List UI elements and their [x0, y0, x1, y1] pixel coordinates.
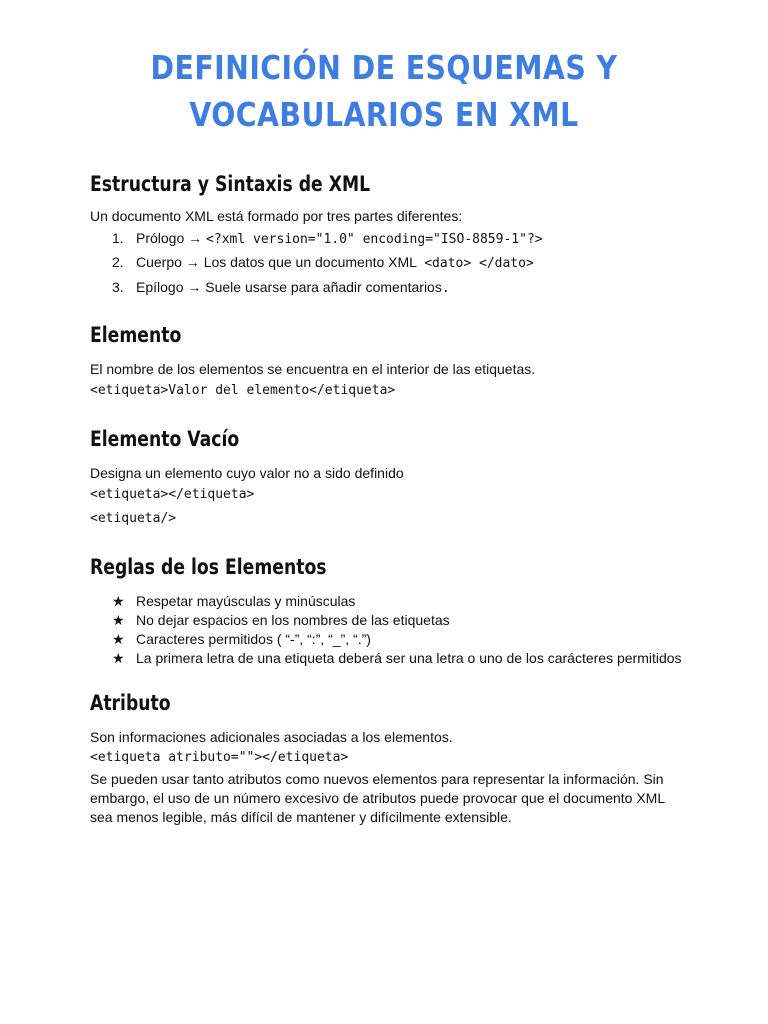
- star-icon: ★: [112, 651, 125, 667]
- list-item: [112, 649, 682, 668]
- list-item: [112, 278, 450, 298]
- star-icon: ★: [112, 613, 125, 629]
- star-icon: ★: [112, 594, 125, 610]
- atributo-text: Son informaciones adicionales asociadas a los elementos.: [90, 729, 453, 745]
- list-code: <?xml version="1.0" encoding="ISO-8859-1"?>: [206, 232, 543, 247]
- rule-text: No dejar espacios en los nombres de las etiquetas: [136, 612, 450, 628]
- rule-text: La primera letra de una etiqueta deberá ser una letra o uno de los carácteres permitidos: [136, 650, 682, 666]
- title-line-1: DEFINICIÓN DE ESQUEMAS Y: [150, 48, 618, 87]
- elemento-vacio-code-1: <etiqueta></etiqueta>: [90, 487, 255, 502]
- list-text: Epílogo → Suele usarse para añadir comentarios: [136, 279, 442, 295]
- list-code: .: [441, 281, 450, 296]
- atributo-paragraph: Se pueden usar tanto atributos como nuevos elementos para representar la información. Sin embargo, el uso de un número excesivo de atributos puede provocar que el documento XML sea menos legible, más difícil de mantener y difícilmente extensible.: [90, 771, 665, 825]
- elemento-text: El nombre de los elementos se encuentra en el interior de las etiquetas.: [90, 361, 536, 377]
- heading-elemento: Elemento: [90, 323, 182, 347]
- document-title: [54, 44, 714, 138]
- list-code: <dato> </dato>: [424, 256, 534, 271]
- list-item: [112, 611, 450, 630]
- heading-elemento-vacio: Elemento Vacío: [90, 427, 240, 451]
- elemento-vacio-text: Designa un elemento cuyo valor no a sido definido: [90, 465, 404, 481]
- elemento-vacio-code-2: <etiqueta/>: [90, 511, 177, 526]
- heading-atributo: Atributo: [90, 691, 171, 715]
- list-number: 1.: [112, 230, 124, 246]
- heading-reglas: Reglas de los Elementos: [90, 555, 327, 579]
- list-text: Prólogo →: [136, 230, 207, 246]
- star-icon: ★: [112, 632, 125, 648]
- elemento-code: <etiqueta>Valor del elemento</etiqueta>: [90, 383, 396, 398]
- list-item: [112, 229, 543, 249]
- rule-text: Respetar mayúsculas y minúsculas: [136, 593, 356, 609]
- list-number: 3.: [112, 279, 124, 295]
- list-text: Cuerpo → Los datos que un documento XML: [136, 254, 425, 270]
- atributo-code: <etiqueta atributo=""></etiqueta>: [90, 750, 349, 765]
- rule-text: Caracteres permitidos ( “-”, “:”, “_”, “.”): [136, 631, 371, 647]
- list-item: [112, 630, 371, 649]
- list-item: [112, 253, 534, 273]
- title-line-2: VOCABULARIOS EN XML: [189, 95, 579, 134]
- estructura-intro: Un documento XML está formado por tres partes diferentes:: [90, 208, 463, 224]
- list-number: 2.: [112, 254, 124, 270]
- heading-estructura: Estructura y Sintaxis de XML: [90, 172, 371, 196]
- list-item: [112, 592, 355, 611]
